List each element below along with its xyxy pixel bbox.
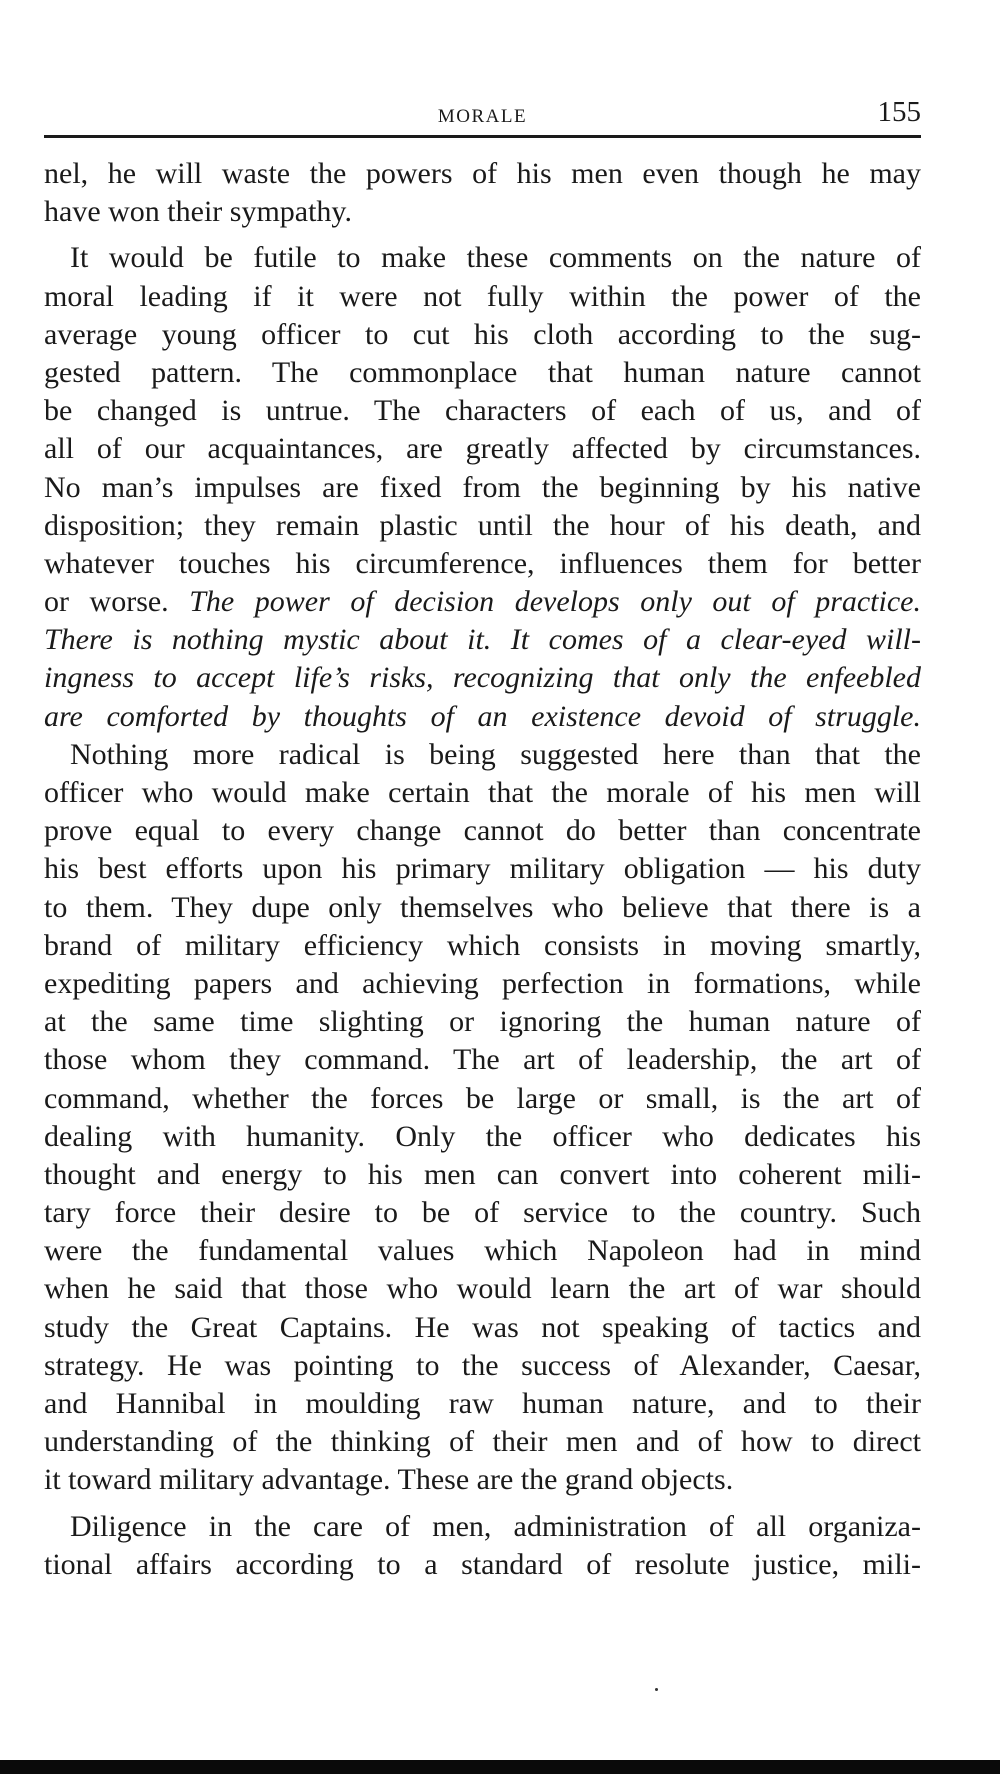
text-line: tional affairs according to a standard of resolute justice, mili- — [44, 1547, 921, 1581]
text-line: dealing with humanity. Only the officer who dedicates his — [44, 1119, 921, 1153]
text-line: brand of military efficiency which consists in moving smartly, — [44, 928, 921, 962]
text-line: moral leading if it were not fully within the power of the — [44, 279, 921, 313]
paragraph — [44, 239, 921, 735]
text-line: officer who would make certain that the morale of his men will — [44, 776, 921, 809]
page-header — [44, 96, 921, 138]
italic-line: are comforted by thoughts of an existence devoid of struggle. — [44, 699, 921, 733]
text-line: It would be futile to make these comments on the nature of — [70, 241, 921, 275]
text-line: Nothing more radical is being suggested here than that the — [70, 737, 921, 771]
text-line: all of our acquaintances, are greatly affected by circumstances. — [44, 432, 921, 466]
page-number: 155 — [877, 96, 921, 128]
text-line: whatever touches his circumference, influences them for better — [44, 546, 921, 580]
text-line: No man’s impulses are fixed from the beginning by his native — [44, 470, 921, 504]
text-line: were the fundamental values which Napoleon had in mind — [44, 1234, 921, 1268]
text-line: and Hannibal in moulding raw human nature, and to their — [44, 1387, 921, 1420]
text-line: understanding of the thinking of their men and of how to direct — [44, 1425, 921, 1459]
running-head: MORALE — [437, 106, 528, 127]
text-line: gested pattern. The commonplace that human nature cannot — [44, 355, 921, 389]
text-line: expediting papers and achieving perfection in formations, while — [44, 966, 921, 1000]
text-line: at the same time slighting or ignoring the human nature of — [44, 1005, 921, 1039]
text-line: be changed is untrue. The characters of each of us, and of — [44, 394, 921, 428]
text-line: it toward military advantage. These are the grand objects. — [44, 1463, 734, 1497]
text-line: strategy. He was pointing to the success of Alexander, Caesar, — [44, 1348, 921, 1382]
text-line: disposition; they remain plastic until the hour of his death, and — [44, 508, 921, 542]
text-line: command, whether the forces be large or small, is the art of — [44, 1081, 921, 1115]
text-line: have won their sympathy. — [44, 195, 352, 229]
scan-edge-bar — [0, 1760, 1000, 1774]
header-rule — [44, 135, 921, 138]
text-line: his best efforts upon his primary military obligation — his duty — [44, 852, 921, 886]
text-line: prove equal to every change cannot do better than concentrate — [44, 814, 921, 848]
italic-text: The power of decision develops only out of practice. — [189, 585, 921, 619]
text-line: to them. They dupe only themselves who believe that there is a — [44, 890, 921, 924]
text-line: those whom they command. The art of leadership, the art of — [44, 1043, 921, 1077]
text-line: average young officer to cut his cloth according to the sug- — [44, 317, 921, 351]
paragraph — [44, 1508, 921, 1584]
text-line: when he said that those who would learn the art of war should — [44, 1272, 921, 1306]
italic-line: ingness to accept life’s risks, recognizing that only the enfeebled — [44, 661, 921, 695]
text-line-mixed — [44, 583, 921, 621]
scan-speck — [655, 1688, 658, 1691]
text-line: nel, he will waste the powers of his men even though he may — [44, 157, 921, 190]
text-line: study the Great Captains. He was not speaking of tactics and — [44, 1310, 921, 1344]
text-line: thought and energy to his men can convert into coherent mili- — [44, 1157, 921, 1191]
text-line: Diligence in the care of men, administration of all organiza- — [70, 1509, 921, 1543]
body-text — [44, 155, 921, 1584]
paragraph — [44, 155, 921, 231]
text-line: tary force their desire to be of service to the country. Such — [44, 1196, 921, 1230]
paragraph — [44, 736, 921, 1500]
italic-line: There is nothing mystic about it. It comes of a clear-eyed will- — [44, 623, 921, 657]
roman-text: or worse. — [44, 585, 190, 619]
